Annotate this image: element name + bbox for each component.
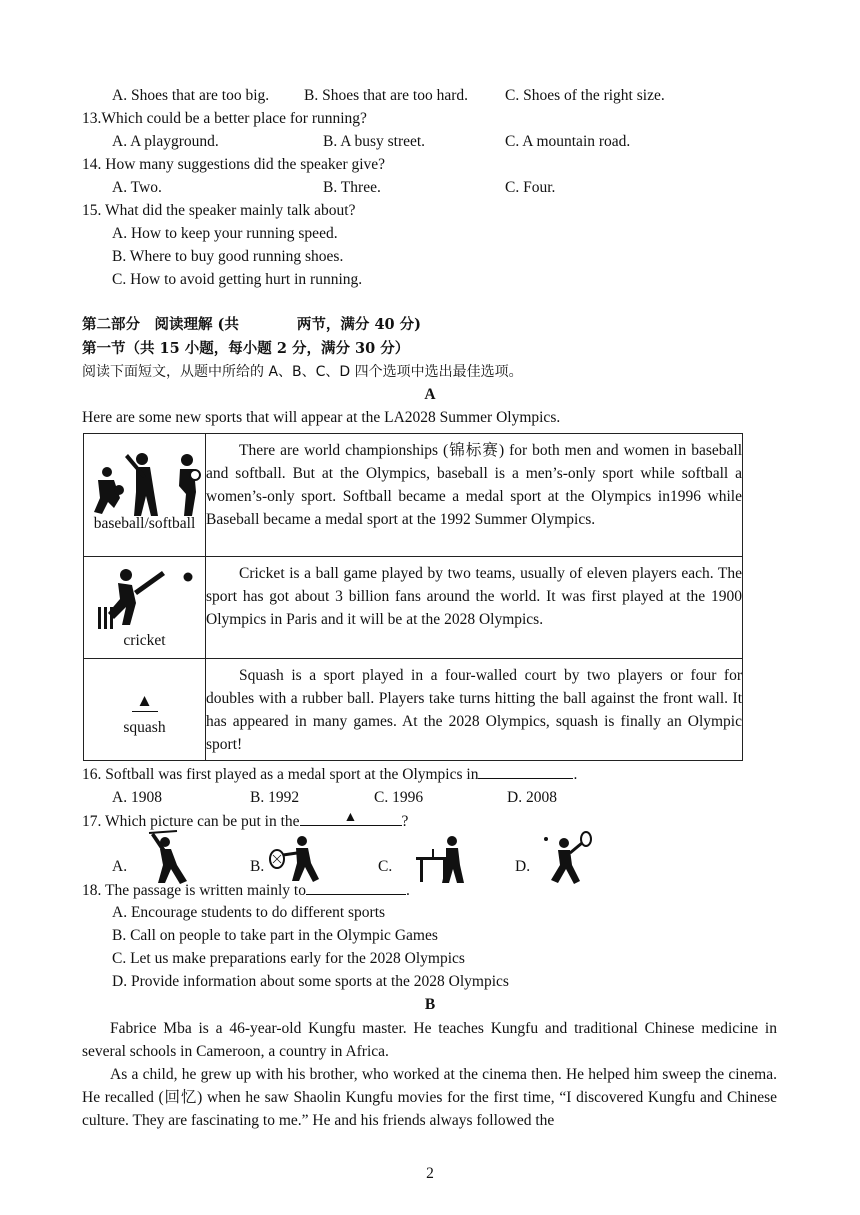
passage-b-letter: B (424, 996, 436, 1013)
q17-answer-blank (300, 811, 402, 826)
q14-stem: 14. How many suggestions did the speaker give? (82, 156, 386, 173)
passage-b-paragraph-2: As a child, he grew up with his brother, who worked at the cinema then. He helped him sweep the cinema. He recalled (回忆) when he saw Shaolin Kungfu movies for the first time, “I discovered Kungfu and Chinese culture. They are fascinating to me.” He and his friends always followed the (82, 1066, 777, 1129)
squash-label: squash (123, 719, 166, 736)
q13-stem: 13.Which could be a better place for running? (82, 110, 367, 127)
table-row (84, 659, 743, 761)
sports-table (83, 433, 743, 761)
q18-stem (82, 880, 410, 901)
q16-answer-blank (478, 764, 573, 779)
q14-option-c: C. Four. (505, 179, 556, 196)
cricket-icon (84, 563, 205, 635)
q17-option-a-label: A. (112, 858, 128, 875)
q17-stem-text: 17. Which picture can be put in the (82, 813, 300, 830)
q15-option-b: B. Where to buy good running shoes. (112, 248, 344, 265)
q16-option-b: B. 1992 (250, 789, 300, 806)
q17-triangle-symbol: ▲ (343, 810, 358, 825)
squash-symbol-underline (132, 711, 158, 712)
q13-option-c: C. A mountain road. (505, 133, 631, 150)
q16-stem (82, 764, 577, 785)
q17-stem (82, 811, 408, 832)
q18-answer-blank (306, 880, 406, 895)
q18-option-c: C. Let us make preparations early for the 2028 Olympics (112, 950, 465, 967)
q12-option-a: A. Shoes that are too big. (112, 87, 270, 104)
passage-a-intro: Here are some new sports that will appear at the LA2028 Summer Olympics. (82, 409, 561, 426)
baseball-softball-label: baseball/softball (93, 515, 196, 532)
q16-stem-end: . (573, 766, 578, 783)
q18-option-b: B. Call on people to take part in the Olympic Games (112, 927, 438, 944)
q13-option-a: A. A playground. (112, 133, 219, 150)
part2-heading: 第二部分 阅读理解 (共 两节，满分 40 分) (82, 316, 422, 333)
squash-text: Squash is a sport played in a four-walled court by two players or four for doubles with a rubber ball. Players take turns hitting the ball against the front wall. It has appeared in many games. At the 2028 Olympics, squash is finally an Olympic sport! (206, 659, 743, 761)
q17-option-b-label: B. (250, 858, 265, 875)
tennis-player-icon (265, 833, 325, 885)
q16-option-a: A. 1908 (112, 789, 162, 806)
q18-stem-text: 18. The passage is written mainly to (82, 882, 306, 899)
table-row (84, 557, 743, 659)
q17-stem-end: ? (401, 813, 409, 830)
q15-stem: 15. What did the speaker mainly talk about? (82, 202, 356, 219)
section1-heading: 第一节（共 15 小题，每小题 2 分，满分 30 分） (82, 340, 410, 357)
squash-triangle-symbol: ▲ (136, 691, 153, 710)
q18-stem-end: . (406, 882, 410, 899)
q12-option-c: C. Shoes of the right size. (505, 87, 665, 104)
q13-option-b: B. A busy street. (323, 133, 426, 150)
page-number: 2 (426, 1165, 434, 1182)
baseball-softball-cell (84, 434, 206, 557)
passage-a-letter: A (424, 386, 436, 403)
cricket-label: cricket (123, 632, 166, 649)
badminton-player-icon (538, 831, 594, 887)
table-tennis-player-icon (412, 833, 472, 885)
golf-player-icon (143, 829, 193, 887)
q18-option-d: D. Provide information about some sports at the 2028 Olympics (112, 973, 509, 990)
cricket-cell (84, 557, 206, 659)
q14-option-b: B. Three. (323, 179, 381, 196)
q16-stem-text: 16. Softball was first played as a medal sport at the Olympics in (82, 766, 479, 783)
q14-option-a: A. Two. (112, 179, 162, 196)
q15-option-c: C. How to avoid getting hurt in running. (112, 271, 363, 288)
q17-option-d-label: D. (515, 858, 531, 875)
q15-option-a: A. How to keep your running speed. (112, 225, 338, 242)
baseball-softball-icon (84, 442, 205, 522)
q16-option-c: C. 1996 (374, 789, 424, 806)
table-row (84, 434, 743, 557)
q16-option-d: D. 2008 (507, 789, 557, 806)
q18-option-a: A. Encourage students to do different sports (112, 904, 386, 921)
cricket-text: Cricket is a ball game played by two teams, usually of eleven players each. The sport has got about 3 billion fans around the world. It was first played at the 1900 Olympics in Paris and it will be at the 2028 Olympics. (206, 557, 743, 659)
baseball-softball-text: There are world championships (锦标赛) for both men and women in baseball and softball. But at the Olympics, baseball is a men’s-only sport while softball a women’s-only sport. Softball became a medal sport at the Olympics in1996 while Baseball became a medal sport at the 1992 Summer Olympics. (206, 434, 743, 557)
squash-cell (84, 659, 206, 761)
passage-b-paragraph-1: Fabrice Mba is a 46-year-old Kungfu master. He teaches Kungfu and traditional Chinese medicine in several schools in Cameroon, a country in Africa. (82, 1020, 777, 1060)
reading-instruction: 阅读下面短文，从题中所给的 A、B、C、D 四个选项中选出最佳选项。 (82, 364, 523, 380)
q17-option-c-label: C. (378, 858, 393, 875)
q12-option-b: B. Shoes that are too hard. (304, 87, 469, 104)
